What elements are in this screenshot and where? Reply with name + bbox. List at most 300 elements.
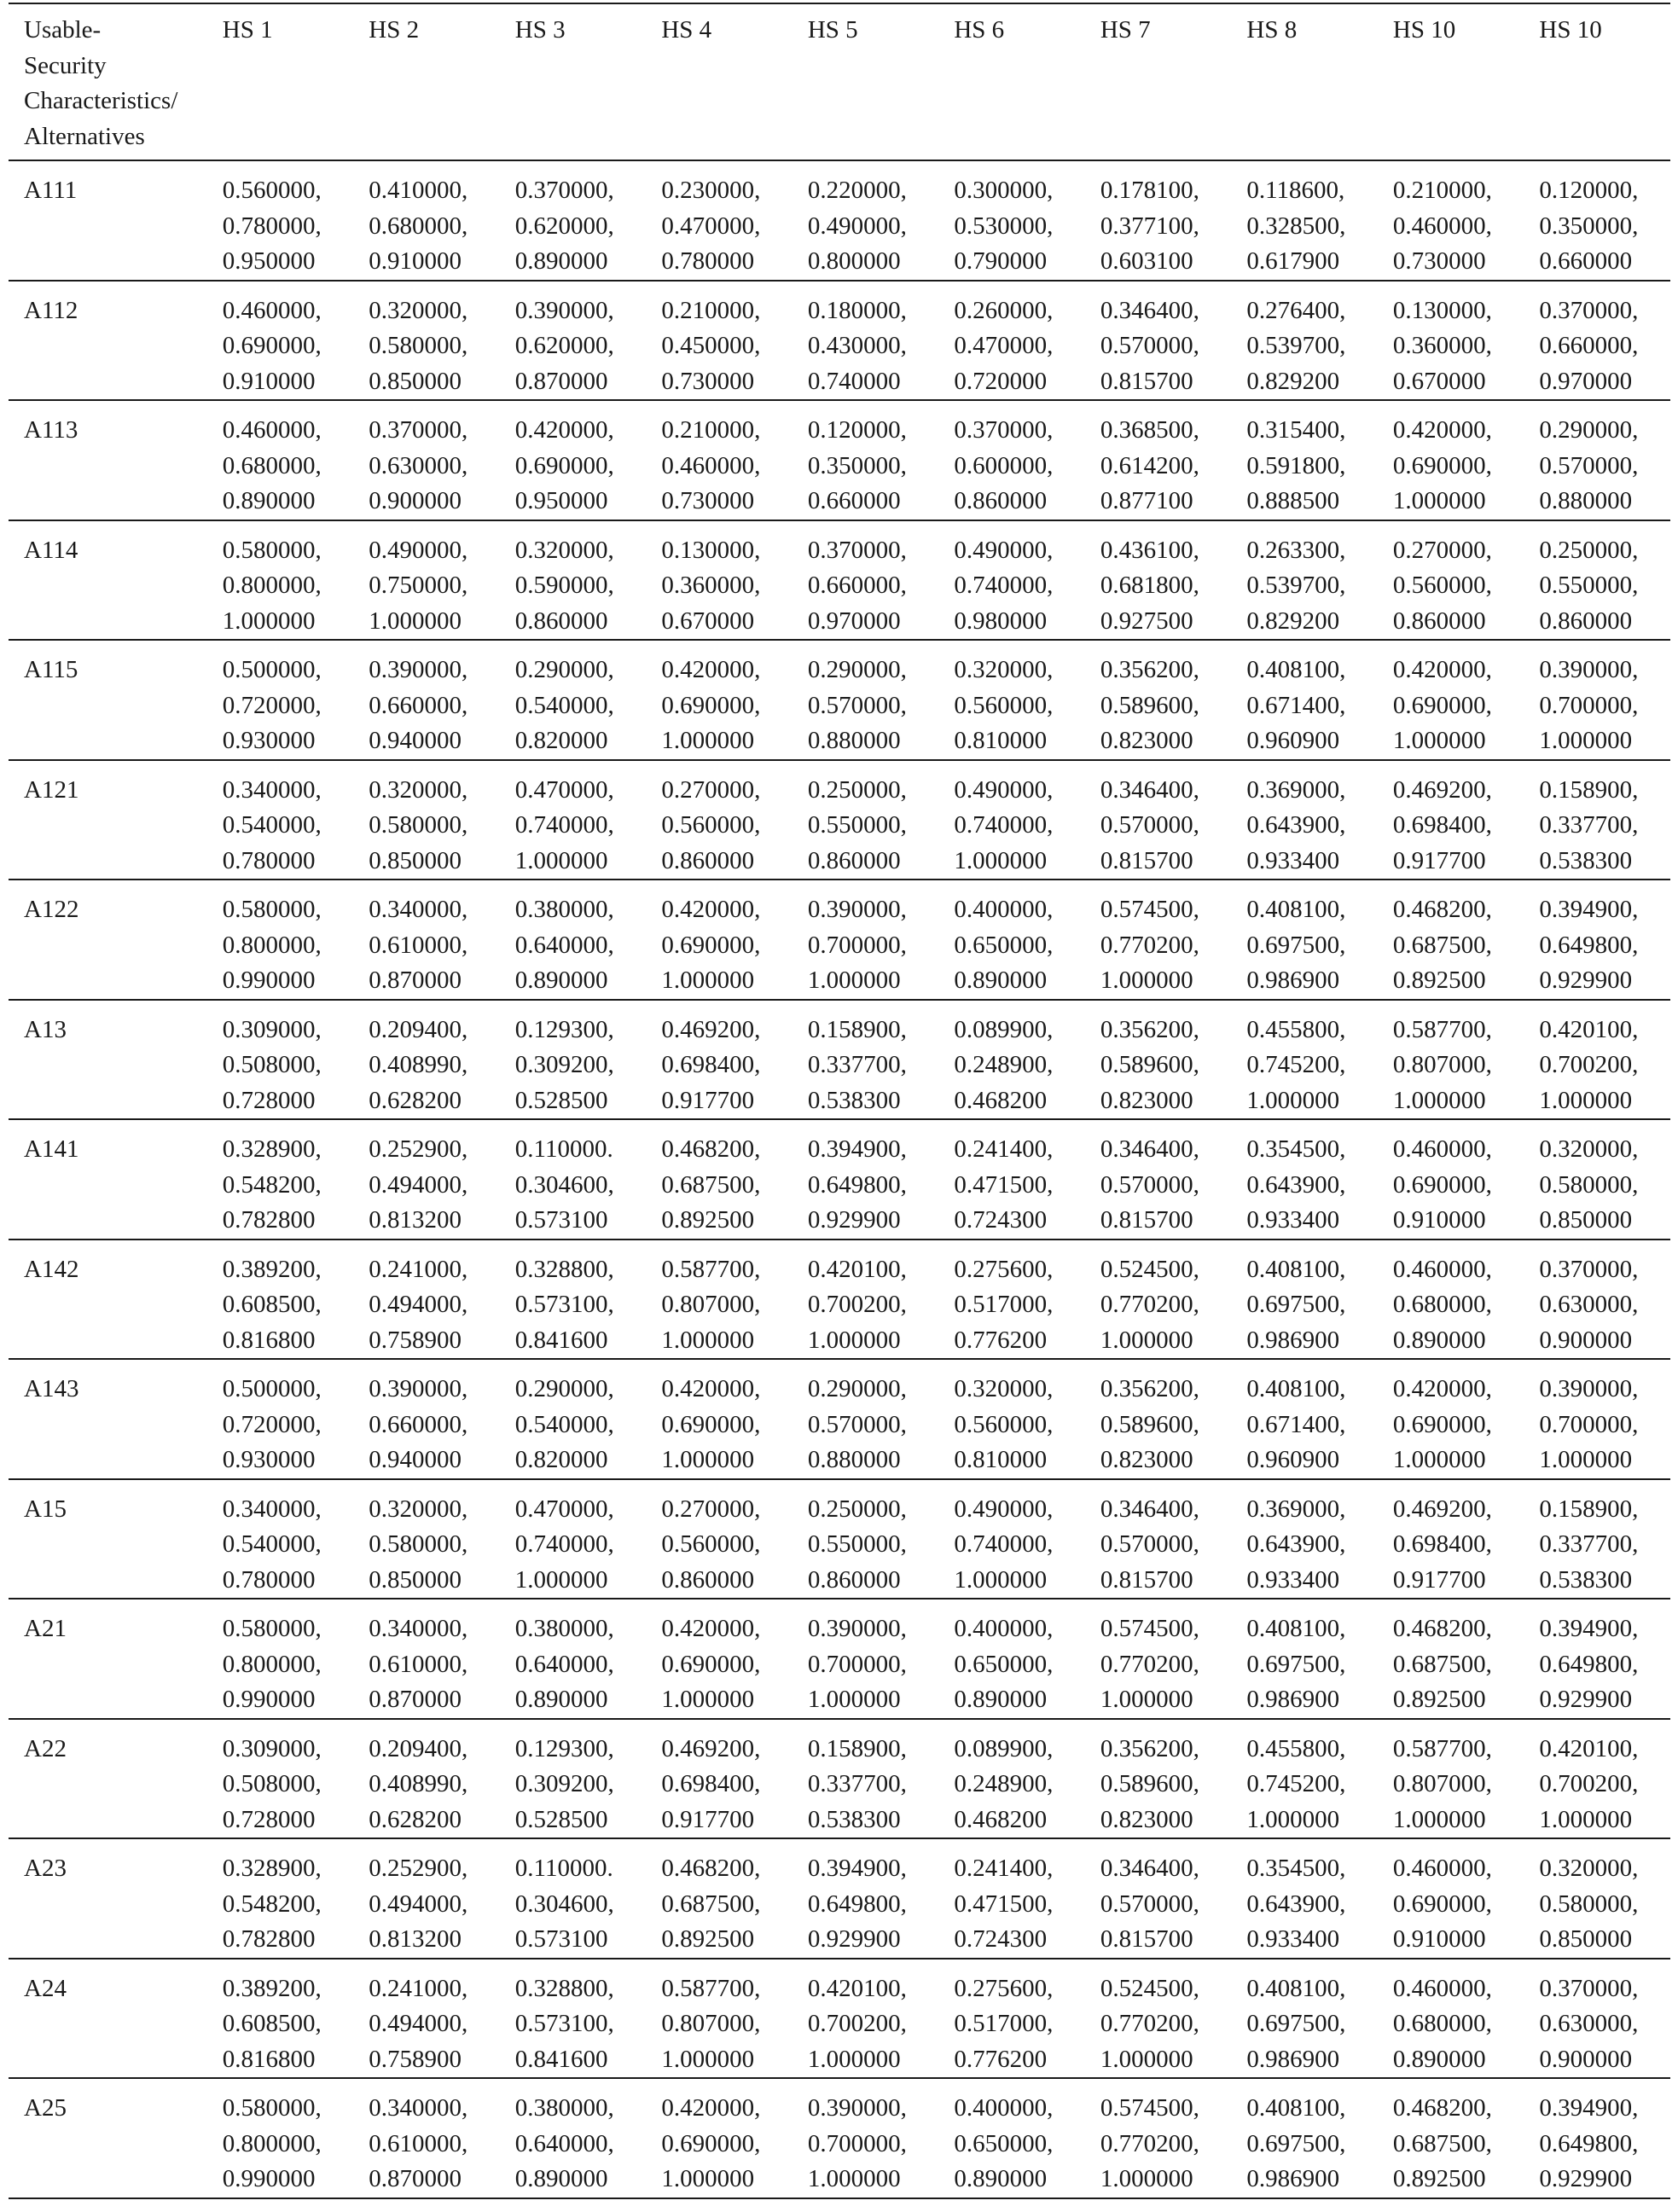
cell-value: 0.929900: [1539, 1686, 1633, 1713]
cell-value: 0.290000,: [807, 1375, 907, 1402]
table-cell: [1085, 1959, 1232, 2079]
cell-value: 1.000000: [1539, 1805, 1633, 1833]
table-cell: [500, 160, 647, 281]
cell-value: 0.910000: [222, 367, 316, 395]
cell-value: 0.524500,: [1100, 1974, 1199, 2002]
table-cell: [1524, 1359, 1670, 1479]
cell-value: 0.320000,: [369, 296, 468, 324]
table-cell: [500, 1838, 647, 1959]
cell-value: 0.560000,: [222, 177, 322, 204]
cell-value: 0.494000,: [369, 1291, 468, 1318]
table-cell: [353, 1719, 500, 1839]
cell-value: 1.000000: [954, 1565, 1048, 1594]
table-cell: [646, 1599, 793, 1719]
cell-value: 0.728000: [222, 1805, 316, 1833]
cell-value: 1.000000: [1100, 2045, 1193, 2073]
table-cell: [500, 1719, 647, 1839]
cell-value: 0.807000,: [1392, 1770, 1492, 1797]
table-cell: [1378, 880, 1524, 1000]
row-label: A15: [9, 1479, 207, 1599]
cell-value: 0.960900: [1246, 1446, 1340, 1473]
table-cell: [646, 1959, 793, 2079]
cell-value: 0.770200,: [1100, 1291, 1199, 1318]
cell-value: 0.340000,: [222, 775, 322, 804]
table-cell: [646, 2078, 793, 2198]
cell-value: 0.697500,: [1246, 2129, 1346, 2157]
cell-value: 0.780000,: [222, 212, 322, 240]
cell-value: 0.740000,: [514, 811, 614, 839]
table-row: [9, 1719, 1670, 1839]
cell-value: 0.687500,: [1392, 931, 1492, 959]
table-cell: [500, 760, 647, 880]
cell-value: 0.950000: [222, 247, 316, 275]
cell-value: 0.320000,: [369, 775, 468, 804]
cell-value: 0.346400,: [1100, 775, 1199, 804]
cell-value: 0.570000,: [1100, 811, 1199, 839]
table-cell: [1085, 400, 1232, 520]
cell-value: 0.698400,: [1392, 811, 1492, 839]
table-cell: [207, 1959, 354, 2079]
cell-value: 0.408100,: [1246, 1375, 1346, 1402]
table-cell: [938, 160, 1085, 281]
cell-value: 0.700200,: [1539, 1051, 1639, 1078]
cell-value: 0.587700,: [661, 1974, 761, 2002]
cell-value: 1.000000: [661, 1686, 755, 1713]
cell-value: 0.370000,: [514, 177, 614, 204]
table-cell: [1231, 880, 1378, 1000]
cell-value: 0.250000,: [1539, 536, 1639, 564]
cell-value: 0.940000: [369, 727, 462, 754]
cell-value: 0.309200,: [514, 1051, 614, 1078]
table-body: [9, 160, 1670, 2198]
table-cell: [1085, 880, 1232, 1000]
cell-value: 0.469200,: [661, 1734, 761, 1762]
cell-value: 0.400000,: [954, 896, 1054, 923]
cell-value: 0.337700,: [807, 1051, 907, 1078]
cell-value: 0.700000,: [807, 931, 907, 959]
cell-value: 0.630000,: [369, 451, 468, 479]
cell-value: 0.470000,: [514, 1495, 614, 1523]
cell-value: 0.209400,: [369, 1015, 468, 1043]
cell-value: 0.740000,: [514, 1530, 614, 1558]
table-cell: [353, 1000, 500, 1120]
cell-value: 0.346400,: [1100, 296, 1199, 324]
table-cell: [793, 760, 939, 880]
table-cell: [207, 1119, 354, 1240]
cell-value: 0.420000,: [514, 416, 614, 444]
cell-value: 0.690000,: [661, 1410, 761, 1438]
cell-value: 0.870000: [369, 967, 462, 994]
table-cell: [1378, 1719, 1524, 1839]
cell-value: 0.248900,: [954, 1770, 1054, 1797]
table-cell: [1085, 1240, 1232, 1360]
cell-value: 0.690000,: [1392, 451, 1492, 479]
cell-value: 0.960900: [1246, 727, 1340, 754]
row-label: A121: [9, 760, 207, 880]
cell-value: 0.517000,: [954, 1291, 1054, 1318]
cell-value: 0.580000,: [1539, 1170, 1639, 1199]
cell-value: 0.780000: [222, 1565, 316, 1594]
cell-value: 0.494000,: [369, 1890, 468, 1918]
cell-value: 0.394900,: [1539, 2094, 1639, 2122]
table-cell: [1231, 1000, 1378, 1120]
table-row: [9, 1359, 1670, 1479]
cell-value: 0.460000,: [1392, 1255, 1492, 1283]
column-header-hs1: HS 1: [207, 3, 354, 160]
table-cell: [1085, 760, 1232, 880]
cell-value: 0.940000: [369, 1446, 462, 1473]
cell-value: 0.460000,: [222, 416, 322, 444]
cell-value: 0.118600,: [1246, 177, 1345, 204]
table-cell: [500, 520, 647, 641]
table-cell: [1231, 1359, 1378, 1479]
cell-value: 0.408100,: [1246, 656, 1346, 683]
cell-value: 0.370000,: [1539, 1255, 1639, 1283]
cell-value: 1.000000: [1539, 1086, 1633, 1114]
table-cell: [1524, 1838, 1670, 1959]
table-cell: [500, 880, 647, 1000]
column-header-hs2: HS 2: [353, 3, 500, 160]
table-cell: [938, 1838, 1085, 1959]
table-cell: [793, 1000, 939, 1120]
cell-value: 0.270000,: [1392, 536, 1492, 564]
cell-value: 0.540000,: [514, 691, 614, 719]
cell-value: 0.210000,: [661, 416, 761, 444]
cell-value: 0.540000,: [222, 1530, 322, 1558]
cell-value: 0.377100,: [1100, 212, 1199, 240]
cell-value: 0.180000,: [807, 296, 907, 324]
cell-value: 0.970000: [807, 607, 901, 635]
table-cell: [207, 1240, 354, 1360]
table-cell: [1085, 160, 1232, 281]
cell-value: 0.800000,: [222, 1650, 322, 1678]
table-cell: [207, 1000, 354, 1120]
cell-value: 0.890000: [514, 247, 608, 275]
cell-value: 0.720000,: [222, 1410, 322, 1438]
table-cell: [1378, 1959, 1524, 2079]
cell-value: 0.770200,: [1100, 1650, 1199, 1678]
cell-value: 0.880000: [1539, 487, 1633, 514]
cell-value: 0.460000,: [222, 296, 322, 324]
cell-value: 0.471500,: [954, 1890, 1054, 1918]
cell-value: 0.724300: [954, 1206, 1048, 1234]
cell-value: 0.780000: [222, 846, 316, 874]
cell-value: 0.356200,: [1100, 1015, 1199, 1043]
cell-value: 0.320000,: [1539, 1855, 1639, 1882]
cell-value: 0.560000,: [1392, 572, 1492, 599]
cell-value: 0.252900,: [369, 1855, 468, 1882]
cell-value: 0.890000: [1392, 2045, 1486, 2073]
cell-value: 0.469200,: [1392, 775, 1492, 804]
table-cell: [500, 1119, 647, 1240]
cell-value: 0.430000,: [807, 332, 907, 359]
cell-value: 0.850000: [369, 846, 462, 874]
cell-value: 0.850000: [369, 1565, 462, 1594]
table-cell: [1231, 2078, 1378, 2198]
cell-value: 0.770200,: [1100, 931, 1199, 959]
table-cell: [1524, 400, 1670, 520]
cell-value: 1.000000: [807, 2165, 901, 2192]
table-cell: [1231, 1719, 1378, 1839]
cell-value: 0.346400,: [1100, 1495, 1199, 1523]
cell-value: 0.643900,: [1246, 1170, 1346, 1199]
table-cell: [1378, 640, 1524, 760]
cell-value: 0.337700,: [1539, 811, 1639, 839]
cell-value: 0.603100: [1100, 247, 1193, 275]
cell-value: 0.698400,: [661, 1770, 761, 1797]
cell-value: 0.860000: [661, 1565, 755, 1594]
table-cell: [793, 1240, 939, 1360]
cell-value: 0.275600,: [954, 1974, 1054, 2002]
cell-value: 0.570000,: [1100, 332, 1199, 359]
cell-value: 0.370000,: [954, 416, 1054, 444]
cell-value: 0.860000: [1539, 607, 1633, 635]
cell-value: 0.574500,: [1100, 1615, 1199, 1642]
table-cell: [353, 1119, 500, 1240]
table-cell: [646, 1838, 793, 1959]
cell-value: 0.380000,: [514, 2094, 614, 2122]
row-label: A141: [9, 1119, 207, 1240]
table-cell: [1231, 400, 1378, 520]
cell-value: 0.320000,: [514, 536, 614, 564]
cell-value: 0.890000: [514, 2165, 608, 2192]
cell-value: 0.490000,: [954, 536, 1054, 564]
table-row: [9, 2078, 1670, 2198]
cell-value: 0.570000,: [1100, 1170, 1199, 1199]
cell-value: 0.328500,: [1246, 212, 1346, 240]
table-cell: [938, 1959, 1085, 2079]
table-cell: [1231, 281, 1378, 401]
cell-value: 0.687500,: [1392, 1650, 1492, 1678]
cell-value: 0.850000: [1539, 1206, 1633, 1234]
row-label: A23: [9, 1838, 207, 1959]
table-cell: [207, 760, 354, 880]
cell-value: 0.890000: [954, 1686, 1048, 1713]
cell-value: 0.408100,: [1246, 896, 1346, 923]
table-cell: [500, 2078, 647, 2198]
cell-value: 0.573100,: [514, 1291, 614, 1318]
cell-value: 0.580000,: [222, 896, 322, 923]
cell-value: 0.110000.: [514, 1135, 613, 1163]
cell-value: 0.770200,: [1100, 2129, 1199, 2157]
cell-value: 0.530000,: [954, 212, 1054, 240]
cell-value: 0.600000,: [954, 451, 1054, 479]
row-label: A112: [9, 281, 207, 401]
cell-value: 0.241000,: [369, 1255, 468, 1283]
cell-value: 0.650000,: [954, 931, 1054, 959]
table-cell: [793, 1838, 939, 1959]
cell-value: 1.000000: [1539, 1446, 1633, 1473]
table-cell: [1378, 760, 1524, 880]
cell-value: 0.309200,: [514, 1770, 614, 1797]
cell-value: 0.660000,: [369, 691, 468, 719]
cell-value: 0.580000,: [222, 1615, 322, 1642]
table-cell: [1231, 1959, 1378, 2079]
cell-value: 1.000000: [661, 2045, 755, 2073]
cell-value: 0.740000,: [954, 1530, 1054, 1558]
cell-value: 0.810000: [954, 1446, 1048, 1473]
row-label: A115: [9, 640, 207, 760]
table-cell: [353, 1838, 500, 1959]
cell-value: 0.380000,: [514, 1615, 614, 1642]
cell-value: 0.892500: [661, 1925, 755, 1953]
table-cell: [938, 880, 1085, 1000]
cell-value: 0.649800,: [807, 1170, 907, 1199]
table-row: [9, 1959, 1670, 2079]
table-cell: [500, 1959, 647, 2079]
table-cell: [938, 1479, 1085, 1599]
cell-value: 0.860000: [807, 846, 901, 874]
cell-value: 0.469200,: [661, 1015, 761, 1043]
cell-value: 0.790000: [954, 247, 1048, 275]
cell-value: 0.574500,: [1100, 2094, 1199, 2122]
cell-value: 0.250000,: [807, 775, 907, 804]
cell-value: 0.260000,: [954, 296, 1054, 324]
cell-value: 0.740000,: [954, 572, 1054, 599]
cell-value: 0.745200,: [1246, 1051, 1346, 1078]
cell-value: 0.494000,: [369, 2010, 468, 2037]
cell-value: 0.800000: [807, 247, 901, 275]
cell-value: 1.000000: [807, 1326, 901, 1354]
cell-value: 0.933400: [1246, 1565, 1340, 1594]
cell-value: 0.340000,: [369, 2094, 468, 2122]
cell-value: 1.000000: [1246, 1086, 1340, 1114]
cell-value: 0.829200: [1246, 367, 1340, 395]
cell-value: 1.000000: [1392, 727, 1486, 754]
cell-value: 0.508000,: [222, 1051, 322, 1078]
cell-value: 0.823000: [1100, 727, 1193, 754]
cell-value: 0.910000: [1392, 1206, 1486, 1234]
cell-value: 0.490000,: [954, 775, 1054, 804]
cell-value: 0.350000,: [807, 451, 907, 479]
cell-value: 0.815700: [1100, 1925, 1193, 1953]
cell-value: 0.370000,: [369, 416, 468, 444]
cell-value: 0.728000: [222, 1086, 316, 1114]
table-cell: [207, 281, 354, 401]
table-cell: [646, 1119, 793, 1240]
cell-value: 0.528500: [514, 1805, 608, 1833]
table-cell: [1231, 640, 1378, 760]
cell-value: 0.860000: [954, 487, 1048, 514]
table-cell: [938, 1719, 1085, 1839]
table-cell: [353, 400, 500, 520]
cell-value: 0.460000,: [661, 451, 761, 479]
cell-value: 0.823000: [1100, 1446, 1193, 1473]
table-cell: [646, 1479, 793, 1599]
table-cell: [1085, 1599, 1232, 1719]
table-cell: [1524, 1119, 1670, 1240]
cell-value: 0.758900: [369, 2045, 462, 2073]
cell-value: 0.539700,: [1246, 332, 1346, 359]
cell-value: 1.000000: [369, 607, 462, 635]
cell-value: 0.620000,: [514, 212, 614, 240]
table-row: [9, 880, 1670, 1000]
cell-value: 0.782800: [222, 1925, 316, 1953]
cell-value: 0.640000,: [514, 931, 614, 959]
cell-value: 0.807000,: [661, 1291, 761, 1318]
table-row: [9, 1119, 1670, 1240]
cell-value: 0.210000,: [1392, 177, 1492, 204]
cell-value: 0.390000,: [1539, 656, 1639, 683]
cell-value: 0.890000: [514, 967, 608, 994]
cell-value: 0.700200,: [807, 1291, 907, 1318]
cell-value: 0.950000: [514, 487, 608, 514]
table-cell: [938, 640, 1085, 760]
cell-value: 0.690000,: [1392, 1890, 1492, 1918]
cell-value: 0.929900: [807, 1206, 901, 1234]
cell-value: 0.630000,: [1539, 1291, 1639, 1318]
cell-value: 0.420000,: [661, 1615, 761, 1642]
cell-value: 0.880000: [807, 727, 901, 754]
cell-value: 0.890000: [1392, 1326, 1486, 1354]
cell-value: 0.700000,: [1539, 1410, 1639, 1438]
cell-value: 0.328800,: [514, 1255, 614, 1283]
header-line: Alternatives: [24, 122, 145, 150]
table-cell: [938, 760, 1085, 880]
cell-value: 0.990000: [222, 967, 316, 994]
cell-value: 0.420000,: [1392, 416, 1492, 444]
cell-value: 0.158900,: [1539, 1495, 1639, 1523]
cell-value: 0.724300: [954, 1925, 1048, 1953]
cell-value: 0.917700: [1392, 1565, 1486, 1594]
table-cell: [646, 160, 793, 281]
row-label: A111: [9, 160, 207, 281]
column-header-hs6: HS 6: [938, 3, 1085, 160]
cell-value: 0.643900,: [1246, 811, 1346, 839]
table-cell: [793, 1959, 939, 2079]
cell-value: 0.390000,: [514, 296, 614, 324]
cell-value: 0.450000,: [661, 332, 761, 359]
cell-value: 0.340000,: [369, 896, 468, 923]
cell-value: 0.270000,: [661, 1495, 761, 1523]
table-row: [9, 1599, 1670, 1719]
table-cell: [793, 1599, 939, 1719]
cell-value: 0.573100,: [514, 2010, 614, 2037]
cell-value: 0.471500,: [954, 1170, 1054, 1199]
cell-value: 0.758900: [369, 1326, 462, 1354]
cell-value: 0.628200: [369, 1086, 462, 1114]
cell-value: 0.420000,: [1392, 1375, 1492, 1402]
table-cell: [1524, 1479, 1670, 1599]
cell-value: 0.320000,: [954, 656, 1054, 683]
cell-value: 0.580000,: [369, 811, 468, 839]
cell-value: 0.390000,: [1539, 1375, 1639, 1402]
cell-value: 0.698400,: [1392, 1530, 1492, 1558]
cell-value: 0.210000,: [661, 296, 761, 324]
table-cell: [1378, 520, 1524, 641]
cell-value: 0.807000,: [1392, 1051, 1492, 1078]
cell-value: 0.570000,: [1100, 1890, 1199, 1918]
cell-value: 0.410000,: [369, 177, 468, 204]
cell-value: 0.129300,: [514, 1015, 614, 1043]
cell-value: 1.000000: [1246, 1805, 1340, 1833]
table-cell: [353, 880, 500, 1000]
cell-value: 0.587700,: [1392, 1015, 1492, 1043]
cell-value: 0.990000: [222, 2165, 316, 2192]
cell-value: 0.290000,: [514, 1375, 614, 1402]
cell-value: 0.860000: [1392, 607, 1486, 635]
row-label: A114: [9, 520, 207, 641]
cell-value: 0.460000,: [1392, 212, 1492, 240]
cell-value: 0.538300: [807, 1805, 901, 1833]
cell-value: 0.550000,: [807, 1530, 907, 1558]
cell-value: 0.917700: [661, 1086, 755, 1114]
cell-value: 0.570000,: [1100, 1530, 1199, 1558]
row-label: A21: [9, 1599, 207, 1719]
cell-value: 0.408100,: [1246, 1255, 1346, 1283]
cell-value: 0.910000: [369, 247, 462, 275]
cell-value: 0.660000,: [369, 1410, 468, 1438]
